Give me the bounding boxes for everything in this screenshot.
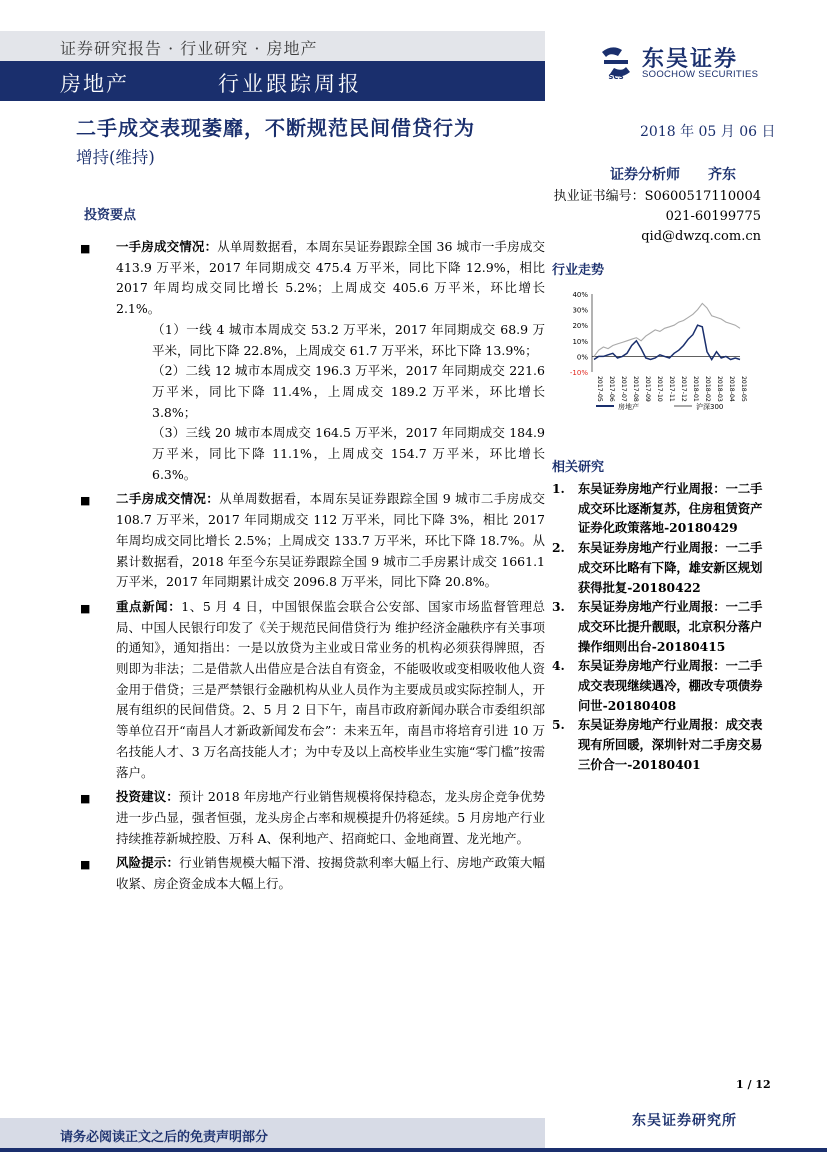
related-item[interactable] [552, 715, 767, 774]
company-logo [598, 44, 778, 84]
x-tick-label: 2017-09 [644, 376, 651, 402]
bullet-icon: ■ [80, 494, 91, 508]
bullet-icon: ■ [80, 242, 91, 255]
analyst-phone: 021-60199775 [665, 209, 761, 224]
series-line-csi300 [594, 303, 740, 356]
disclaimer-bar [0, 1118, 545, 1148]
logo-en: SOOCHOW SECURITIES [642, 69, 759, 80]
trend-title: 行业走势 [552, 263, 605, 278]
report-title: 二手成交表现萎靡，不断规范民间借贷行为 [76, 116, 475, 140]
x-tick-label: 2018-05 [740, 376, 747, 402]
related-num: 3. [552, 599, 565, 615]
legend-label: 房地产 [618, 403, 639, 411]
breadcrumb: 证券研究报告 · 行业研究 · 房地产 [60, 39, 318, 58]
analyst-contact [554, 187, 761, 247]
related-text: 东吴证券房地产行业周报：成交表现有所回暖，深圳针对二手房交易三价合一-20180401 [578, 717, 763, 772]
point-keyword: 二手房成交情况： [116, 491, 220, 507]
y-tick-label: -10% [569, 369, 588, 377]
point-keyword: 风险提示： [116, 855, 180, 871]
analyst-name: 齐东 [708, 167, 736, 183]
point-keyword: 重点新闻： [116, 598, 182, 614]
point-item [80, 853, 545, 894]
sub-point: （2）二线 12 城市本周成交 196.3 万平米，2017 年同期成交 221.6 万平米，同比下降 11.4%，上周成交 189.2 万平米，环比增长 3.8%； [152, 363, 545, 420]
y-tick-label: 40% [572, 291, 588, 299]
analyst-email[interactable]: qid@dwzq.com.cn [641, 229, 761, 244]
x-tick-label: 2017-11 [668, 376, 675, 402]
y-tick-label: 0% [576, 353, 588, 362]
related-num: 4. [552, 658, 565, 674]
y-tick-label: 10% [572, 337, 588, 346]
analyst-line [610, 164, 736, 184]
report-date: 2018 年 05 月 06 日 [640, 124, 776, 140]
bullet-icon: ■ [80, 601, 91, 615]
page-number: 1 / 12 [736, 1078, 771, 1091]
related-item[interactable] [552, 597, 767, 656]
logo-mark-text: SCS [608, 73, 624, 80]
point-item [80, 597, 545, 783]
related-text: 东吴证券房地产行业周报：一二手成交环比逐渐复苏，住房租赁资产证券化政策落地-20180429 [578, 481, 763, 536]
point-text: 从单周数据看，本周东吴证券跟踪全国 9 城市二手房成交 108.7 万平米，2017 年同期成交 112 万平米，同比下降 3%，相比 2017 年周均成交同比增长 2.5%；上周成交 133.7 万平米，环比下降 18.7%。从累计数据看，2018 年至今东吴证券跟踪全国 9 城市二手房累计成交 1661.1 万平米，2017 年同期累计成交 2096.8 万平米，同比下降 20.8%。 [116, 491, 545, 590]
related-list [552, 479, 767, 775]
point-text: 1、5 月 4 日，中国银保监会联合公安部、国家市场监督管理总局、中国人民银行印发了《关于规范民间借贷行为 维护经济金融秩序有关事项的通知》，通知指出：一是以放贷为主业或日常业务的机构必须获得牌照，否则即为非法；二是借款人出借应是合法自有资金，不能吸收或变相吸收他人资金用于借贷；三是严禁银行金融机构从业人员作为主要成员或实际控制人，开展有组织的民间借贷。2、5 月 2 日下午，南昌市政府新闻办联合市委组织部等单位召开“南昌人才新政新闻发布会”：未来五年，南昌市将培育引进 10 万名技能人才、3 万名高技能人才；为中专及以上高校毕业生实施“零门槛”按需落户。 [116, 598, 545, 780]
x-tick-label: 2018-04 [728, 376, 735, 402]
sub-point: （3）三线 20 城市本周成交 164.5 万平米，2017 年同期成交 184.9 万平米，同比下降 11.1%，上周成交 154.7 万平米，环比增长 6.3%。 [152, 425, 545, 482]
related-text: 东吴证券房地产行业周报：一二手成交环比略有下降，雄安新区规划获得批复-20180422 [578, 540, 763, 595]
point-item [80, 787, 545, 849]
rating: 增持(维持) [76, 148, 155, 167]
sector-bar [0, 61, 545, 101]
logo-cn: 东吴证券 [642, 47, 739, 72]
related-num: 5. [552, 717, 565, 733]
logo-mark-icon [598, 44, 634, 80]
point-item [80, 237, 545, 485]
point-keyword: 一手房成交情况： [116, 239, 218, 254]
x-tick-label: 2017-07 [620, 376, 627, 402]
y-tick-label: 20% [572, 322, 588, 331]
key-points [80, 237, 545, 895]
breadcrumb-bar [0, 31, 545, 61]
x-tick-label: 2017-10 [656, 376, 663, 402]
y-tick-label: 30% [572, 306, 588, 315]
related-num: 1. [552, 481, 565, 496]
trend-chart [552, 280, 762, 415]
x-tick-label: 2018-03 [716, 376, 723, 402]
point-text: 预计 2018 年房地产行业销售规模将保持稳态，龙头房企竞争优势进一步凸显，强者恒强，龙头房企占率和规模提升仍将延续。5 月房地产行业持续推荐新城控股、万科 A、保利地产、招商蛇口、金地商置、龙光地产。 [116, 789, 545, 846]
related-text: 东吴证券房地产行业周报：一二手成交环比提升靓眼，北京积分落户操作细则出台-20180415 [578, 599, 763, 654]
x-tick-label: 2018-01 [692, 376, 699, 402]
section-label: 投资要点 [84, 208, 137, 223]
report-type: 行业跟踪周报 [218, 72, 362, 96]
point-item [80, 489, 545, 593]
related-text: 东吴证券房地产行业周报：一二手成交表现继续遇冷，棚改专项债券问世-20180408 [578, 658, 763, 713]
sector-label: 房地产 [60, 72, 129, 96]
disclaimer[interactable]: 请务必阅读正文之后的免责声明部分 [60, 1130, 269, 1145]
legend-label: 沪深300 [696, 403, 724, 411]
footer-rule [0, 1148, 827, 1152]
bullet-icon: ■ [80, 792, 91, 806]
related-num: 2. [552, 540, 565, 556]
related-item[interactable] [552, 656, 767, 715]
institute-name: 东吴证券研究所 [632, 1113, 737, 1129]
point-keyword: 投资建议： [116, 789, 179, 805]
x-tick-label: 2017-08 [632, 376, 639, 402]
analyst-cert: 执业证书编号：S0600517110004 [553, 189, 761, 204]
x-tick-label: 2018-02 [704, 376, 711, 402]
sub-point: （1）一线 4 城市本周成交 53.2 万平米，2017 年同期成交 68.9 万平米，同比下降 22.8%，上周成交 61.7 万平米，环比下降 13.9%； [152, 321, 545, 358]
x-tick-label: 2017-12 [680, 376, 687, 402]
point-text: 从单周数据看，本周东吴证券跟踪全国 36 城市一手房成交 413.9 万平米，2017 年同期成交 475.4 万平米，同比下降 12.9%，相比 2017 年周均成交同比增长 5.2%；上周成交 405.6 万平米，环比增长 2.1%。 [116, 239, 545, 317]
related-title: 相关研究 [552, 460, 605, 475]
series-line-real-estate [594, 325, 740, 359]
related-item[interactable] [552, 479, 767, 538]
related-item[interactable] [552, 538, 767, 597]
analyst-role: 证券分析师 [610, 167, 680, 183]
x-tick-label: 2017-06 [608, 376, 615, 402]
point-text: 行业销售规模大幅下滑、按揭贷款利率大幅上行、房地产政策大幅收紧、房企资金成本大幅上行。 [116, 855, 545, 892]
bullet-icon: ■ [80, 858, 91, 872]
x-tick-label: 2017-05 [596, 376, 603, 402]
